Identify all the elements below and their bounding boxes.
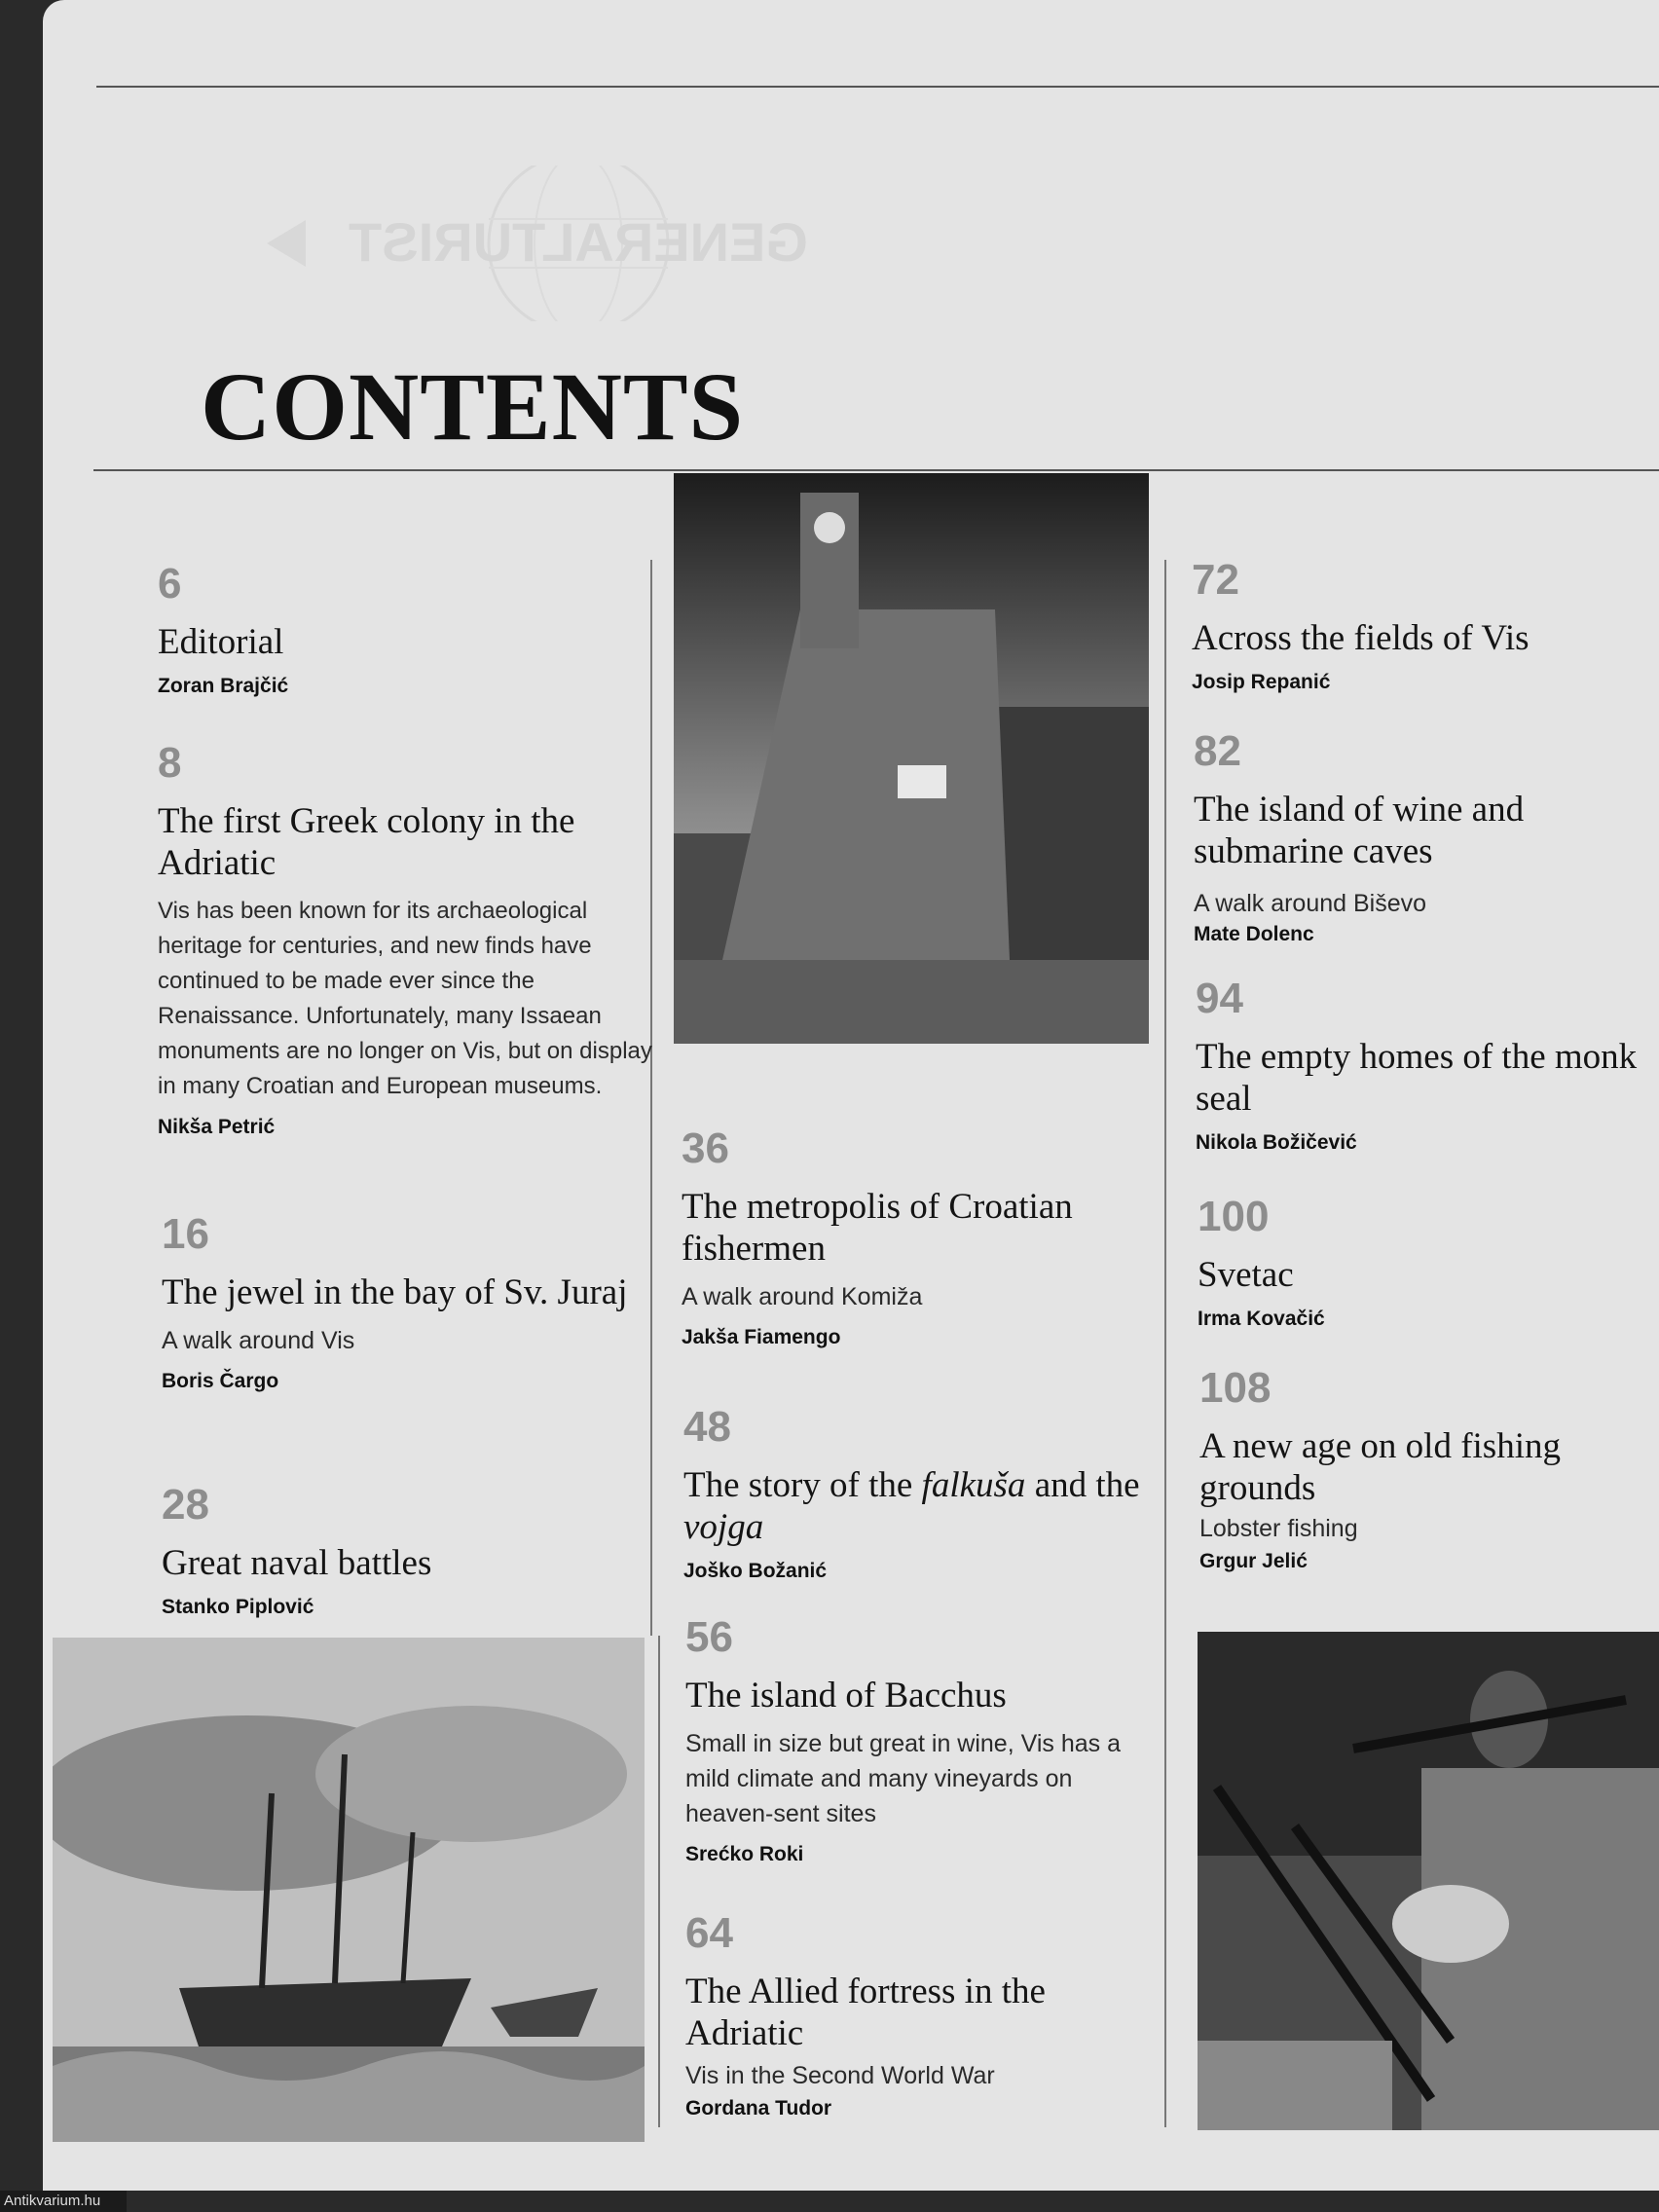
article-description: A walk around Biševo <box>1194 890 1427 917</box>
page-title: CONTENTS <box>201 352 745 461</box>
article-title: The island of wine and submarine caves <box>1194 790 1525 871</box>
article-title: The jewel in the bay of Sv. Juraj <box>162 1272 628 1312</box>
page-number: 16 <box>162 1210 209 1258</box>
article-title: The metropolis of Croatian fishermen <box>682 1187 1073 1269</box>
toc-entry-greek-colony[interactable] <box>158 739 674 1139</box>
toc-entry-monk-seal[interactable] <box>1196 977 1653 1155</box>
toc-entry-fishing-grounds[interactable] <box>1199 1364 1657 1573</box>
article-author: Grgur Jelić <box>1199 1550 1308 1572</box>
article-author: Mate Dolenc <box>1194 923 1314 945</box>
article-author: Nikša Petrić <box>158 1116 276 1138</box>
naval-battle-painting <box>53 1638 645 2142</box>
toc-entry-naval-battles[interactable] <box>162 1481 639 1619</box>
toc-entry-fields-of-vis[interactable] <box>1192 556 1649 694</box>
page-number: 28 <box>162 1481 209 1529</box>
page-number: 6 <box>158 560 182 608</box>
page-number: 8 <box>158 739 182 787</box>
article-title: The story of the falkuša and the vojga <box>683 1465 1140 1547</box>
toc-entry-falkusa[interactable] <box>683 1403 1161 1583</box>
toc-entry-allied-fortress[interactable] <box>685 1909 1162 2120</box>
lobster-fishing-photo <box>1198 1632 1659 2130</box>
article-title: The first Greek colony in the Adriatic <box>158 801 575 883</box>
title-rule <box>93 469 1659 471</box>
article-title: The island of Bacchus <box>685 1676 1007 1715</box>
page-number: 48 <box>683 1403 731 1451</box>
page-number: 108 <box>1199 1364 1272 1412</box>
article-author: Zoran Brajčić <box>158 675 289 697</box>
article-author: Irma Kovačić <box>1198 1308 1325 1330</box>
article-author: Jakša Fiamengo <box>682 1326 841 1348</box>
article-author: Josip Repanić <box>1192 671 1331 693</box>
article-description: Vis has been known for its archaeological heritage for centuries, and new finds have continued to be made ever since the Renaissance. Unfortunately, many Issaean monuments are no longer on Vis, but on display in many Croatian and European museums. <box>158 898 652 1099</box>
page-number: 56 <box>685 1613 733 1661</box>
toc-entry-editorial[interactable] <box>158 560 664 698</box>
article-title: Great naval battles <box>162 1543 432 1583</box>
top-rule <box>96 86 1659 88</box>
article-description: A walk around Vis <box>162 1327 355 1354</box>
page-number: 100 <box>1198 1193 1270 1240</box>
toc-entry-bacchus[interactable] <box>685 1613 1162 1866</box>
toc-entry-svetac[interactable] <box>1198 1193 1655 1331</box>
article-title: Across the fields of Vis <box>1192 618 1530 658</box>
source-credit: Antikvarium.hu <box>0 2191 127 2212</box>
article-author: Joško Božanić <box>683 1560 828 1582</box>
article-title: A new age on old fishing grounds <box>1199 1426 1561 1508</box>
article-description: Lobster fishing <box>1199 1515 1358 1542</box>
magazine-logo-watermark <box>267 166 890 321</box>
page-number: 36 <box>682 1124 729 1172</box>
article-description: A walk around Komiža <box>682 1283 923 1310</box>
fortress-tower-photo <box>674 473 1149 1044</box>
page-number: 82 <box>1194 727 1241 775</box>
watermark-text: GENERALTURIST <box>349 211 808 273</box>
article-description: Small in size but great in wine, Vis has a mild climate and many vineyards on heaven-sent sites <box>685 1730 1121 1827</box>
article-title: The Allied fortress in the Adriatic <box>685 1972 1046 2053</box>
column-divider-1b <box>658 1636 660 2127</box>
article-title: Svetac <box>1198 1255 1294 1295</box>
toc-entry-jewel-bay[interactable] <box>162 1210 639 1393</box>
column-divider-2 <box>1164 560 1166 2127</box>
article-description: Vis in the Second World War <box>685 2062 995 2089</box>
page-number: 72 <box>1192 556 1239 604</box>
article-title: Editorial <box>158 622 284 662</box>
article-author: Boris Čargo <box>162 1370 279 1392</box>
article-title: The empty homes of the monk seal <box>1196 1037 1638 1119</box>
page-number: 94 <box>1196 975 1243 1022</box>
article-author: Stanko Piplović <box>162 1596 314 1618</box>
article-author: Gordana Tudor <box>685 2097 832 2120</box>
article-author: Nikola Božičević <box>1196 1131 1357 1154</box>
article-author: Srećko Roki <box>685 1843 804 1865</box>
magazine-page <box>43 0 1659 2191</box>
toc-entry-metropolis[interactable] <box>682 1124 1159 1349</box>
toc-entry-wine-caves[interactable] <box>1194 727 1651 946</box>
page-number: 64 <box>685 1909 733 1957</box>
